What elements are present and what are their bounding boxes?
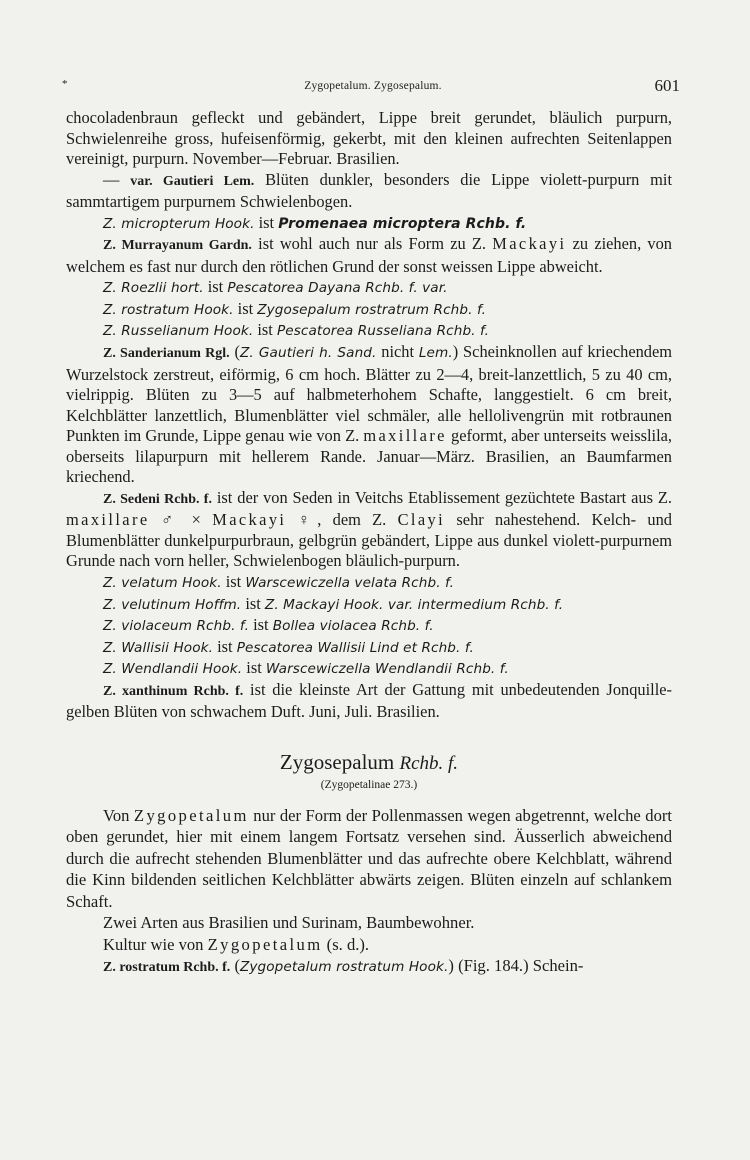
description-paragraph [66, 934, 672, 956]
accepted-name: Pescatorea Dayana Rchb. f. var. [227, 280, 448, 297]
synonym-line [66, 615, 672, 637]
synonym-connector: ist [242, 658, 266, 678]
accepted-name: Warscewiczella velata Rchb. f. [245, 575, 455, 592]
margin-mark: * [62, 78, 68, 90]
synonym-name: Z. violaceum Rchb. f. [103, 618, 249, 635]
accepted-name: Promenaea microptera Rchb. f. [278, 215, 527, 232]
synonym-line [66, 572, 672, 594]
spaced-name: Zygopetalum [133, 805, 249, 825]
entry-name: Z. xanthinum Rchb. f. [103, 683, 244, 699]
entry-text: ) (Fig. 184.) Schein- [448, 956, 584, 976]
accepted-name: Warscewiczella Wendlandii Rchb. f. [265, 661, 509, 678]
synonym-name: Z. Roezlii hort. [103, 280, 204, 297]
synonym-line [66, 277, 672, 299]
synonym-line [66, 299, 672, 321]
genus-title: Zygosepalum [279, 749, 395, 774]
accepted-name: Z. Mackayi Hook. var. intermedium Rchb. f. [264, 596, 564, 613]
genus-description [66, 805, 672, 979]
entry-text: ♀, dem Z. [286, 510, 398, 530]
synonym-name: Z. Wendlandii Hook. [103, 661, 243, 678]
entry-sedeni [66, 488, 672, 572]
entry-text: geformt, aber unterseits weisslila, oberseits lilapurpurn mit hellerem Rande. Januar—März. Brasilien, an Baumfarmen kriechend. [66, 426, 672, 487]
paragraph-text: Zwei Arten aus Brasilien und Surinam, Baumbewohner. [103, 913, 475, 933]
synonym-name: Z. Gautieri h. Sand. [239, 345, 377, 362]
description-paragraph [66, 912, 672, 934]
spaced-name: Zygopetalum [207, 934, 323, 954]
synonym-name: Z. rostratum Hook. [103, 301, 234, 318]
entry-xanthinum [66, 680, 672, 723]
spaced-name: maxillare [363, 426, 447, 446]
dash: — [103, 169, 120, 189]
entry-name: var. Gautieri Lem. [130, 173, 255, 189]
spaced-name: Mackayi [212, 510, 287, 530]
synonym-name: Z. velatum Hook. [103, 575, 222, 592]
entry-name: Z. rostratum Rchb. f. [103, 960, 231, 976]
paren: ( [230, 956, 240, 976]
genus-author: Rchb. f. [399, 752, 459, 774]
accepted-name: Bollea violacea Rchb. f. [272, 618, 434, 635]
entry-name: Z. Murrayanum Gardn. [103, 238, 252, 254]
entry-text: ist der von Seden in Veitchs Etablissement gezüchtete Bastart aus Z. [211, 487, 672, 507]
page-number: 601 [654, 76, 680, 95]
section-subheading: (Zygopetalinae 273.) [320, 778, 418, 791]
synonym-name: Z. micropterum Hook. [103, 215, 255, 232]
page-header [62, 76, 680, 100]
paragraph-continuation [66, 108, 672, 170]
paren: ) [452, 342, 459, 362]
entry-text: ist wohl auch nur als Form zu Z. [251, 234, 493, 254]
synonym-name: Z. velutinum Hoffm. [103, 596, 242, 613]
synonym-connector: ist [221, 572, 246, 592]
synonym-line [66, 320, 672, 342]
paragraph-text: nur der Form der Pollenmassen wegen abgetrennt, welche dort oben gerundet, hier mit einem langem Fortsatz versehen sind. Äusserlich abweichend durch die aufrecht stehenden Blumenblätter und das aufrechte obere Kelchblatt, während die Kinn bildenden seitlichen Kelchblätter abwärts zeigen. Blüten einzeln auf schlankem Schaft. [66, 805, 672, 911]
synonym-connector: ist [241, 593, 265, 613]
synonym-line [66, 658, 672, 680]
entry-name: Z. Sedeni Rchb. f. [103, 491, 212, 507]
description-paragraph [66, 805, 672, 913]
entry-text: nicht [376, 342, 419, 362]
spaced-name: Clayi [397, 510, 446, 530]
running-head: Zygopetalum. Zygosepalum. [304, 80, 442, 92]
entry-text: Blüten dunkler, besonders die Lippe violett-purpurn mit sammtartigem purpurnem Schwielenbogen. [66, 169, 672, 212]
synonym-line [66, 594, 672, 616]
synonym-name: Z. Wallisii Hook. [103, 639, 214, 656]
entry-text: Scheinknollen auf kriechendem Wurzelstock zerstreut, eiförmig, 6 cm hoch. Blätter zu 2—4, breit-lanzettlich, 5 zu 40 cm, vielrippig. Blüten zu 3—5 auf halbmeterhohem Schafte, langgestielt. 6 cm breit, Kelchblätter lanzettlich, Blumenblätter viel schmäler, alle hellolivengrün mit rotbraunen Punkten im Grunde, Lippe genau wie von Z. [66, 342, 673, 446]
synonym-name: Z. Russelianum Hook. [103, 323, 254, 340]
section-heading [66, 749, 672, 777]
accepted-name: Pescatorea Wallisii Lind et Rchb. f. [236, 639, 474, 656]
synonym-connector: ist [203, 277, 228, 297]
paragraph-text: Von [103, 805, 134, 825]
entry-rostratum [66, 955, 672, 979]
synonym-connector: ist [249, 615, 273, 635]
entry-sanderianum [66, 342, 672, 488]
entry-murrayanum [66, 234, 672, 277]
synonym-connector: ist [254, 212, 279, 232]
synonym-line [66, 637, 672, 659]
synonym-connector: ist [233, 298, 258, 318]
entry-text: sehr nahestehend. Kelch- und Blumenblätter dunkelpurpurbraun, gelbgrün gebändert, Lippe aus dunkel violett-purpurnem Grunde nach vorn heller, Schwielenbogen bläulich-purpurn. [66, 510, 672, 571]
accepted-name: Zygosepalum rostratrum Rchb. f. [257, 301, 487, 318]
spaced-name: Mackayi [492, 234, 567, 254]
entry-text: zu ziehen, von welchem es fast nur durch den rötlichen Grund der sonst weissen Lippe abweicht. [66, 234, 672, 276]
paragraph-text: chocoladenbraun gefleckt und gebändert, Lippe breit gerundet, bläulich purpurn, Schwielenreihe gross, hufeisenförmig, gekerbt, mit den kleinen aufrechten Seitenlappen vereinigt, purpurn. November—Februar. Brasilien. [66, 108, 672, 169]
paragraph-text: (s. d.). [322, 934, 370, 954]
synonym-connector: ist [213, 636, 237, 656]
spaced-name: maxillare [66, 510, 150, 530]
synonym-line [66, 213, 672, 235]
paragraph-text: Kultur wie von [103, 934, 208, 954]
entry-text: ist die kleinste Art der Gattung mit unbedeutenden Jonquille-gelben Blüten von schwachem Duft. Juni, Juli. Brasilien. [66, 679, 672, 722]
synonym-connector: ist [253, 320, 277, 340]
entry-text: ♂ × [149, 510, 213, 530]
paren: ( [229, 342, 240, 362]
accepted-name: Pescatorea Russeliana Rchb. f. [276, 323, 490, 340]
author-name: Lem. [418, 345, 453, 362]
synonym-name: Zygopetalum rostratum Hook. [239, 959, 449, 976]
entry-var-gautieri [66, 170, 672, 213]
entry-name: Z. Sanderianum Rgl. [103, 346, 230, 362]
page-body [66, 108, 672, 979]
